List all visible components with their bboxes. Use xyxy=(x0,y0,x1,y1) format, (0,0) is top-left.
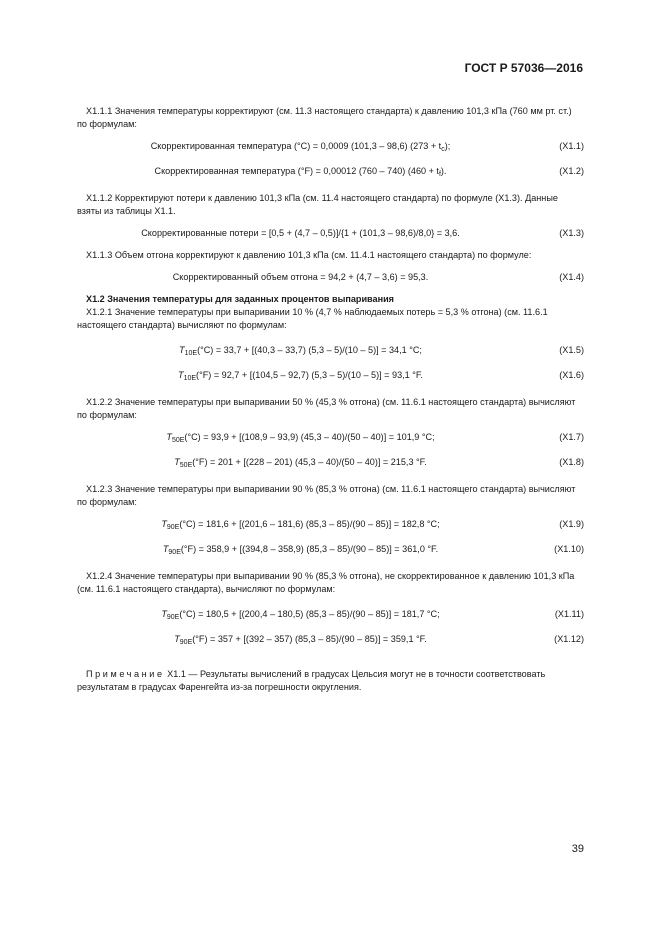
section-heading-x1-2: X1.2 Значения температуры для заданных процентов выпаривания xyxy=(86,294,394,304)
paragraph-x1-1-2: X1.1.2 Корректируют потери к давлению 101,3 кПа (см. 11.4 настоящего стандарта) по формуле (X1.3). Данные взяты из таблицы X1.1. xyxy=(77,193,558,216)
formula-x1-6: $T_{10E}(^\circ F) = 92,7 + [(104,5 - 92,7)$ (5,3 – 5)/(10 – 5)] = 93,1 °F. (X1.6) xyxy=(178,370,584,382)
paragraph-x1-2-2: X1.2.2 Значение температуры при выпаривании 50 % (45,3 % отгона) (см. 11.6.1 настоящего стандарта) вычисляют по формулам: xyxy=(77,397,576,420)
document-designation: ГОСТ Р 57036—2016 xyxy=(464,61,583,75)
formula-x1-11: $T_{90E}(^\circ С) = 180,5 + [(200,4 - 180,5)$ (85,3 – 85)/(90 – 85)] = 181,7 °С; (X1.11) xyxy=(161,609,584,621)
page-number: 39 xyxy=(571,843,584,855)
paragraph-x1-2-3: X1.2.3 Значение температуры при выпаривании 90 % (85,3 % отгона) (см. 11.6.1 настоящего стандарта) вычисляют по формулам: xyxy=(77,484,576,507)
formula-number: (X1.2) xyxy=(559,166,584,176)
formula-number: (X1.12) xyxy=(554,634,584,644)
formula-number: (X1.4) xyxy=(559,272,584,282)
formula-x1-2: Скорректированная температура (°F) = 0,00012 (760 – 740) $(460 + t_f)$. (X1.2) xyxy=(154,166,584,178)
formula-number: (X1.5) xyxy=(559,345,584,355)
formula-x1-1: Скорректированная температура (°С) = 0,0009 (101,3 – 98,6) $(273 + t_c)$; (X1.1) xyxy=(150,141,584,153)
paragraph-x1-1-1: X1.1.1 Значения температуры корректируют (см. 11.3 настоящего стандарта) к давлению 101,3 кПа (760 мм рт. ст.) по формулам: xyxy=(77,106,572,129)
formula-number: (X1.3) xyxy=(559,228,584,238)
paragraph-x1-1-3: X1.1.3 Объем отгона корректируют к давлению 101,3 кПа (см. 11.4.1 настоящего стандарта) по формуле: xyxy=(86,250,532,260)
formula-number: (X1.8) xyxy=(559,457,584,467)
formula-number: (X1.6) xyxy=(559,370,584,380)
formula-number: (X1.10) xyxy=(554,544,584,554)
formula-x1-3: Скорректированные потери = [0,5 + (4,7 – 0,5)]/{1 + (101,3 – 98,6)/8,0} = 3,6. (X1.3) xyxy=(141,228,584,238)
page-body xyxy=(77,92,584,694)
note-text: X1.1 — Результаты вычислений в градусах Цельсия могут не в точности соответствовать результатам в градусах Фаренгейта из-за погрешности округления. xyxy=(77,669,546,692)
formula-x1-12: $T_{90E}(^\circ F) = 357 + [(392 - 357)$ (85,3 – 85)/(90 – 85)] = 359,1 °F. (X1.12) xyxy=(174,634,584,646)
note-label: Примечание xyxy=(86,669,165,679)
formula-number: (X1.1) xyxy=(559,141,584,151)
formula-x1-9: $T_{90E}(^\circ С) = 181,6 + [(201,6 - 181,6)$ (85,3 – 85)/(90 – 85)] = 182,8 °С; (X1.9) xyxy=(161,519,584,531)
formula-x1-4: Скорректированный объем отгона = 94,2 + (4,7 – 3,6) = 95,3. (X1.4) xyxy=(172,272,584,282)
formula-number: (X1.11) xyxy=(554,609,584,619)
formula-x1-5: $T_{10E}(^\circ С) = 33,7 + [(40,3 - 33,7)$ (5,3 – 5)/(10 – 5)] = 34,1 °С; (X1.5) xyxy=(179,345,584,357)
formula-x1-8: $T_{50E}(^\circ F) = 201 + [(228 - 201)$ (45,3 – 40)/(50 – 40)] = 215,3 °F. (X1.8) xyxy=(174,457,584,469)
formula-number: (X1.9) xyxy=(559,519,584,529)
formula-x1-10: $T_{90E}(^\circ F) = 358,9 + [(394,8 - 358,9)$ (85,3 – 85)/(90 – 85)] = 361,0 °F. (X1.10) xyxy=(162,544,584,556)
formula-number: (X1.7) xyxy=(559,432,584,442)
formula-x1-7: $T_{50E}(^\circ С) = 93,9 + [(108,9 - 93,9)$ (45,3 – 40)/(50 – 40)] = 101,9 °С; (X1.7) xyxy=(166,432,584,444)
paragraph-x1-2-4: X1.2.4 Значение температуры при выпаривании 90 % (85,3 % отгона), не скорректированное к давлению 101,3 кПа (см. 11.6.1 настоящего стандарта), вычисляют по формулам: xyxy=(77,571,575,594)
note xyxy=(77,668,584,694)
paragraph-x1-2-1: X1.2.1 Значение температуры при выпаривании 10 % (4,7 % наблюдаемых потерь = 5,3 % отгона) (см. 11.6.1 настоящего стандарта) вычисляют по формулам: xyxy=(77,307,548,330)
